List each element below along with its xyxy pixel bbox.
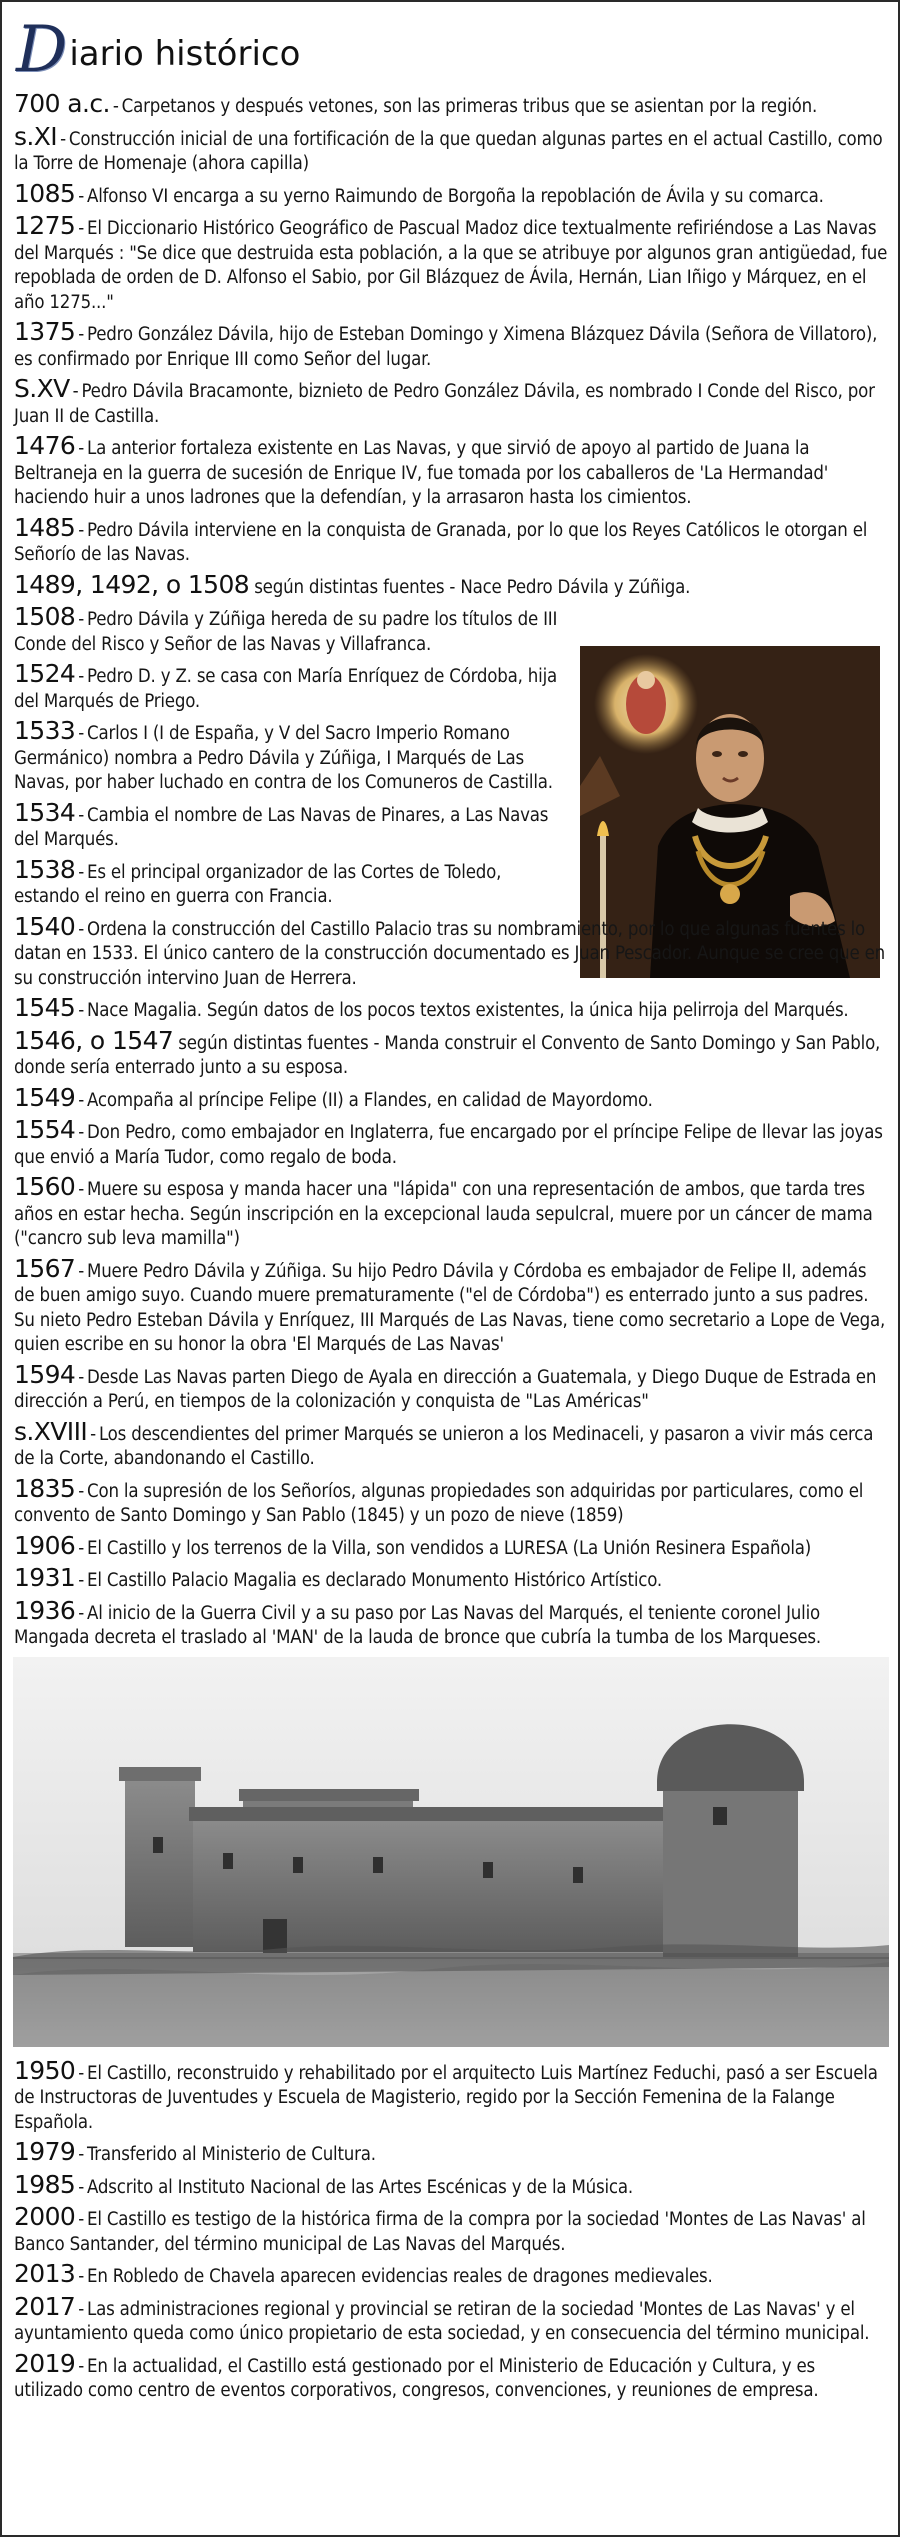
entry-text: Las administraciones regional y provincial se retiran de la sociedad 'Montes de Las Navas' y el ayuntamiento queda como único propietario de esta sociedad, y en consecuencia del término municipal. (14, 2298, 870, 2344)
portrait-column (14, 602, 569, 910)
timeline-entry: 2000 - El Castillo es testigo de la histórica firma de la compra por la sociedad 'Montes de Las Navas' al Banco Santander, del término municipal de Las Navas del Marqués. (14, 2202, 866, 2255)
entry-year: 1931 (14, 1563, 76, 1592)
entry-text: Pedro D. y Z. se casa con María Enríquez de Córdoba, hija del Marqués de Priego. (14, 666, 558, 712)
entry-year: 1936 (14, 1595, 76, 1625)
entry-text: Ordena la construcción del Castillo Palacio tras su nombramiento, por lo que algunas fuentes lo datan en 1533. El único cantero de la construcción documentado es Juan Pescador. Aunque se cree que en su construcción intervino Juan de Herrera. (14, 918, 885, 989)
entry-text: Cambia el nombre de Las Navas de Pinares, a Las Navas del Marqués. (14, 804, 549, 850)
timeline-entry: 1508 - Pedro Dávila y Zúñiga hereda de su padre los títulos de III Conde del Risco y Señor de las Navas y Villafranca. (14, 602, 558, 655)
entry-text: Construcción inicial de una fortificación de la que quedan algunas partes en el actual Castillo, como la Torre de Homenaje (ahora capilla) (14, 128, 883, 174)
entry-text: Alfonso VI encarga a su yerno Raimundo de Borgoña la repoblación de Ávila y su comarca. (87, 185, 824, 207)
entry-year: s.XVIII (14, 1416, 88, 1446)
entry-year: 1835 (14, 1473, 76, 1503)
timeline-entry: 1567 - Muere Pedro Dávila y Zúñiga. Su hijo Pedro Dávila y Córdoba es embajador de Felipe II, además de buen amigo suyo. Cuando muere prematuramente ("el de Córdoba") es enterrado junto a sus padres. Su nieto Pedro Esteban Dávila y Enríquez, III Marqués de Las Navas, tiene como secretario a Lope de Vega, quien escribe en su honor la obra 'El Marqués de Las Navas' (14, 1253, 886, 1355)
timeline-entry: 1549 - Acompaña al príncipe Felipe (II) a Flandes, en calidad de Mayordomo. (14, 1082, 653, 1112)
timeline-entry: 1594 - Desde Las Navas parten Diego de Ayala en dirección a Guatemala, y Diego Duque de Estrada en dirección a Perú, en tiempos de la colonización y conquista de "Las Américas" (14, 1359, 877, 1412)
entry-year: 1485 (14, 512, 76, 542)
entry-text: según distintas fuentes - Manda construir el Convento de Santo Domingo y San Pablo, donde sería enterrado junto a su esposa. (14, 1032, 881, 1078)
timeline-entry: 1534 - Cambia el nombre de Las Navas de Pinares, a Las Navas del Marqués. (14, 797, 549, 850)
timeline-entry: 1375 - Pedro González Dávila, hijo de Esteban Domingo y Ximena Blázquez Dávila (Señora de Villatoro), es confirmado por Enrique III como Señor del lugar. (14, 317, 878, 370)
timeline-entry: S.XV - Pedro Dávila Bracamonte, biznieto de Pedro González Dávila, es nombrado I Conde del Risco, por Juan II de Castilla. (14, 374, 875, 427)
entry-year: 1534 (14, 797, 76, 827)
timeline-entry: 1538 - Es el principal organizador de las Cortes de Toledo, estando el reino en guerra con Francia. (14, 854, 502, 907)
entry-text: Pedro González Dávila, hijo de Esteban Domingo y Ximena Blázquez Dávila (Señora de Villatoro), es confirmado por Enrique III como Señor del lugar. (14, 324, 878, 370)
timeline-entry: 700 a.c. - Carpetanos y después vetones, son las primeras tribus que se asientan por la región. (14, 89, 818, 118)
entry-year: 1560 (14, 1172, 76, 1201)
entry-year: 1275 (14, 211, 76, 240)
entry-text: En la actualidad, el Castillo está gestionado por el Ministerio de Educación y Cultura, y es utilizado como centro de eventos corporativos, congresos, convenciones, y reuniones de empresa. (14, 2355, 819, 2401)
entry-text: En Robledo de Chavela aparecen evidencias reales de dragones medievales. (87, 2266, 713, 2287)
timeline-entry: 1560 - Muere su esposa y manda hacer una "lápida" con una representación de ambos, que tarda tres años en estar hecha. Según inscripción en la excepcional lauda sepulcral, muere por un cáncer de mama ("cancro sub leva mamilla") (14, 1172, 873, 1249)
entry-text: El Castillo, reconstruido y rehabilitado por el arquitecto Luis Martínez Feduchi, pasó a ser Escuela de Instructoras de Juventudes y Escuela de Magisterio, regido por la Sección Femenina de la Falange Española. (14, 2062, 878, 2133)
entry-year: 1508 (14, 602, 76, 631)
entry-year: 1546, o 1547 (14, 1025, 174, 1055)
entry-text: según distintas fuentes - Nace Pedro Dávila y Zúñiga. (254, 576, 691, 598)
title-text: iario histórico (69, 34, 301, 74)
entry-text: Nace Magalia. Según datos de los pocos textos existentes, la única hija pelirroja del Marqués. (87, 1000, 849, 1021)
entry-text: Pedro Dávila interviene en la conquista de Granada, por lo que los Reyes Católicos le otorgan el Señorío de las Navas. (14, 519, 868, 565)
timeline-entry: 1979 - Transferido al Ministerio de Cultura. (14, 2137, 376, 2166)
page-title (16, 10, 300, 90)
timeline-entry: 1085 - Alfonso VI encarga a su yerno Raimundo de Borgoña la repoblación de Ávila y su comarca. (14, 178, 824, 208)
entry-year: 2000 (14, 2202, 76, 2231)
timeline-entry: 1533 - Carlos I (I de España, y V del Sacro Imperio Romano Germánico) nombra a Pedro Dávila y Zúñiga, I Marqués de Las Navas, por haber luchado en contra de los Comuneros de Castilla. (14, 716, 553, 793)
entry-year: 1540 (14, 911, 76, 941)
timeline-entry: s.XI - Construcción inicial de una fortificación de la que quedan algunas partes en el actual Castillo, como la Torre de Homenaje (ahora capilla) (14, 121, 883, 174)
entry-year: 700 a.c. (14, 89, 110, 118)
timeline-entry: 1540 - Ordena la construcción del Castillo Palacio tras su nombramiento, por lo que algunas fuentes lo datan en 1533. El único cantero de la construcción documentado es Juan Pescador. Aunque se cree que en su construcción intervino Juan de Herrera. (14, 911, 885, 989)
entry-year: 1533 (14, 716, 76, 745)
entry-year: 1545 (14, 993, 76, 1022)
title-ornate-initial: D (16, 13, 68, 87)
timeline-entry: 1906 - El Castillo y los terrenos de la Villa, son vendidos a LURESA (La Unión Resinera Española) (14, 1530, 812, 1560)
entry-text: El Castillo es testigo de la histórica firma de la compra por la sociedad 'Montes de Las Navas' al Banco Santander, del término municipal de Las Navas del Marqués. (14, 2209, 866, 2255)
timeline-entry: 1931 - El Castillo Palacio Magalia es declarado Monumento Histórico Artístico. (14, 1563, 662, 1592)
entry-text: Don Pedro, como embajador en Inglaterra, fue encargado por el príncipe Felipe de llevar las joyas que envió a María Tudor, como regalo de boda. (14, 1122, 883, 1168)
entry-year: 1594 (14, 1359, 76, 1389)
entry-year: 1985 (14, 2169, 76, 2199)
timeline-entry: 2013 - En Robledo de Chavela aparecen evidencias reales de dragones medievales. (14, 2259, 713, 2288)
timeline-entry (14, 1025, 888, 1081)
timeline-entry: 1554 - Don Pedro, como embajador en Inglaterra, fue encargado por el príncipe Felipe de llevar las joyas que envió a María Tudor, como regalo de boda. (14, 1115, 883, 1168)
entry-text: Acompaña al príncipe Felipe (II) a Flandes, en calidad de Mayordomo. (87, 1089, 653, 1111)
timeline-entry (14, 569, 888, 601)
timeline-entry: 1985 - Adscrito al Instituto Nacional de las Artes Escénicas y de la Música. (14, 2169, 633, 2199)
entry-text: Pedro Dávila Bracamonte, biznieto de Pedro González Dávila, es nombrado I Conde del Risco, por Juan II de Castilla. (14, 381, 875, 427)
entry-year: 2017 (14, 2291, 76, 2321)
timeline-entry: 1835 - Con la supresión de los Señoríos, algunas propiedades son adquiridas por particulares, como el convento de Santo Domingo y San Pablo (1845) y un pozo de nieve (1859) (14, 1473, 864, 1526)
entry-text: Muere su esposa y manda hacer una "lápida" con una representación de ambos, que tarda tres años en estar hecha. Según inscripción en la excepcional lauda sepulcral, muere por un cáncer de mama ("cancro sub leva mamilla") (14, 1179, 873, 1249)
timeline-entry: 1524 - Pedro D. y Z. se casa con María Enríquez de Córdoba, hija del Marqués de Priego. (14, 659, 558, 712)
entry-year: 1906 (14, 1530, 76, 1560)
entry-text: El Castillo Palacio Magalia es declarado Monumento Histórico Artístico. (87, 1570, 662, 1591)
entry-year: 1489, 1492, o 1508 (14, 569, 250, 599)
timeline-entry: 1950 - El Castillo, reconstruido y rehabilitado por el arquitecto Luis Martínez Feduchi, pasó a ser Escuela de Instructoras de Juventudes y Escuela de Magisterio, regido por la Sección Femenina de la Falange Española. (14, 2055, 878, 2133)
entry-text: El Castillo y los terrenos de la Villa, son vendidos a LURESA (La Unión Resinera Española) (87, 1537, 812, 1559)
entry-text: Transferido al Ministerio de Cultura. (87, 2144, 376, 2165)
entry-text: Es el principal organizador de las Cortes de Toledo, estando el reino en guerra con Francia. (14, 861, 502, 907)
entry-text: Con la supresión de los Señoríos, algunas propiedades son adquiridas por particulares, como el convento de Santo Domingo y San Pablo (1845) y un pozo de nieve (1859) (14, 1480, 864, 1526)
entry-year: 1979 (14, 2137, 76, 2166)
entry-year: 1567 (14, 1253, 76, 1283)
castle-photo-image (13, 1657, 889, 2047)
entry-year: 2013 (14, 2259, 76, 2288)
entry-text: Adscrito al Instituto Nacional de las Artes Escénicas y de la Música. (87, 2176, 633, 2198)
entry-text: Los descendientes del primer Marqués se unieron a los Medinaceli, y pasaron a vivir más cerca de la Corte, abandonando el Castillo. (14, 1423, 874, 1469)
entry-text: Pedro Dávila y Zúñiga hereda de su padre los títulos de III Conde del Risco y Señor de las Navas y Villafranca. (14, 609, 558, 655)
entry-year: 1538 (14, 854, 76, 884)
entry-text: Muere Pedro Dávila y Zúñiga. Su hijo Pedro Dávila y Córdoba es embajador de Felipe II, además de buen amigo suyo. Cuando muere prematuramente ("el de Córdoba") es enterrado junto a sus padres. Su nieto Pedro Esteban Dávila y Enríquez, III Marqués de Las Navas, tiene como secretario a Lope de Vega, quien escribe en su honor la obra 'El Marqués de Las Navas' (14, 1260, 886, 1355)
entry-year: 1524 (14, 659, 76, 688)
timeline-entry: 1275 - El Diccionario Histórico Geográfico de Pascual Madoz dice textualmente refiriéndose a Las Navas del Marqués : "Se dice que destruida esta población, a la que se atribuye por algunos gran antigüedad, fue repoblada de orden de D. Alfonso el Sabio, por Gil Blázquez de Ávila, Hernán, Lian Iñigo y Márquez, en el año 1275..." (14, 211, 888, 313)
timeline-entry: 1476 - La anterior fortaleza existente en Las Navas, y que sirvió de apoyo al partido de Juana la Beltraneja en la guerra de sucesión de Enrique IV, fue tomada por los caballeros de 'La Hermandad' haciendo huir a unos ladrones que la defendían, y la arrasaron hasta los cimientos. (14, 431, 829, 508)
timeline-entry: s.XVIII - Los descendientes del primer Marqués se unieron a los Medinaceli, y pasaron a vivir más cerca de la Corte, abandonando el Castillo. (14, 1416, 874, 1469)
entry-text: Al inicio de la Guerra Civil y a su paso por Las Navas del Marqués, el teniente coronel Julio Mangada decreta el traslado al 'MAN' de la lauda de bronce que cubría la tumba de los Marqueses. (14, 1602, 821, 1648)
entry-year: 1375 (14, 317, 76, 346)
entry-text: El Diccionario Histórico Geográfico de Pascual Madoz dice textualmente refiriéndose a Las Navas del Marqués : "Se dice que destruida esta población, a la que se atribuye por algunos gran antigüedad, fue repoblada de orden de D. Alfonso el Sabio, por Gil Blázquez de Ávila, Hernán, Lian Iñigo y Márquez, en el año 1275..." (14, 218, 888, 313)
entry-text: Carpetanos y después vetones, son las primeras tribus que se asientan por la región. (121, 96, 818, 117)
timeline-entry: 2019 - En la actualidad, el Castillo está gestionado por el Ministerio de Educación y Cultura, y es utilizado como centro de eventos corporativos, congresos, convenciones, y reuniones de empresa. (14, 2348, 819, 2401)
entry-year: 1085 (14, 178, 76, 208)
entry-year: 1549 (14, 1082, 76, 1112)
entry-year: 1950 (14, 2055, 76, 2085)
timeline (14, 89, 888, 2409)
timeline-entry: 2017 - Las administraciones regional y provincial se retiran de la sociedad 'Montes de Las Navas' y el ayuntamiento queda como único propietario de esta sociedad, y en consecuencia del término municipal. (14, 2291, 870, 2344)
entry-year: 1554 (14, 1115, 76, 1144)
timeline-entry: 1485 - Pedro Dávila interviene en la conquista de Granada, por lo que los Reyes Católicos le otorgan el Señorío de las Navas. (14, 512, 868, 565)
entry-year: S.XV (14, 374, 70, 403)
entry-text: Carlos I (I de España, y V del Sacro Imperio Romano Germánico) nombra a Pedro Dávila y Zúñiga, I Marqués de Las Navas, por haber luchado en contra de los Comuneros de Castilla. (14, 723, 553, 793)
entry-year: s.XI (14, 121, 58, 151)
entry-year: 2019 (14, 2348, 76, 2378)
timeline-entry: 1936 - Al inicio de la Guerra Civil y a su paso por Las Navas del Marqués, el teniente coronel Julio Mangada decreta el traslado al 'MAN' de la lauda de bronce que cubría la tumba de los Marqueses. (14, 1595, 821, 1648)
timeline-entry: 1545 - Nace Magalia. Según datos de los pocos textos existentes, la única hija pelirroja del Marqués. (14, 993, 849, 1022)
entry-text: La anterior fortaleza existente en Las Navas, y que sirvió de apoyo al partido de Juana la Beltraneja en la guerra de sucesión de Enrique IV, fue tomada por los caballeros de 'La Hermandad' haciendo huir a unos ladrones que la defendían, y la arrasaron hasta los cimientos. (14, 438, 829, 508)
castle-photo-icon (13, 1657, 889, 2047)
entry-text: Desde Las Navas parten Diego de Ayala en dirección a Guatemala, y Diego Duque de Estrada en dirección a Perú, en tiempos de la colonización y conquista de "Las Américas" (14, 1366, 877, 1412)
entry-year: 1476 (14, 431, 76, 460)
